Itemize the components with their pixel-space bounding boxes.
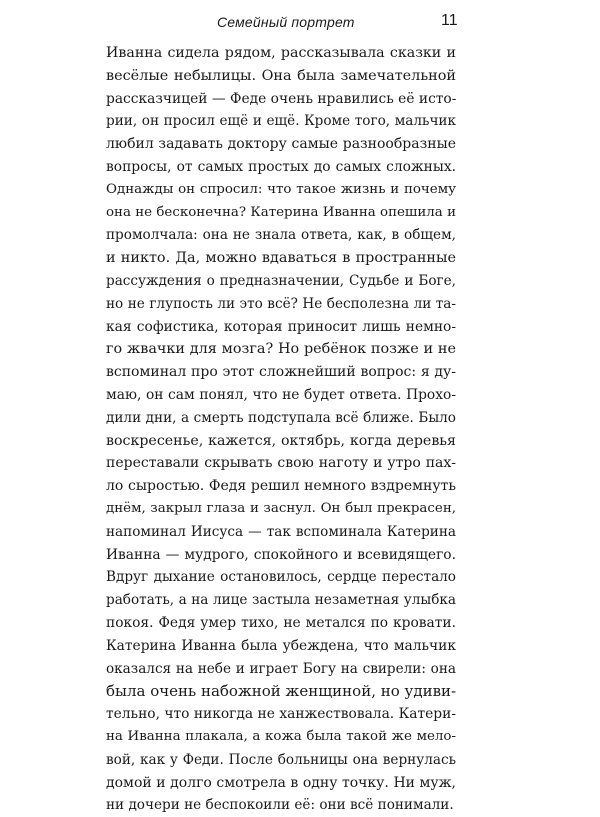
text-line: вой, как у Феди. После больницы она вернулась xyxy=(106,751,456,768)
text-line: и никто. Да, можно вдаваться в пространные xyxy=(106,250,456,267)
text-line: покоя. Федя умер тихо, не метался по кровати. xyxy=(106,614,456,631)
text-line: Иванна — мудрого, спокойного и всевидящего. xyxy=(106,546,456,563)
text-line: го жвачки для мозга? Но ребёнок позже и не xyxy=(106,341,456,358)
text-line: вспоминал про этот сложнейший вопрос: я ду- xyxy=(106,364,456,381)
text-line: тельно, что никогда не ханжествовала. Катери- xyxy=(106,706,456,723)
text-line: работать, а на лице застыла незаметная улыбка xyxy=(106,592,456,609)
text-line: оказался на небе и играет Богу на свирели: она xyxy=(106,660,456,677)
text-line: Однажды он спросил: что такое жизнь и почему xyxy=(106,181,456,197)
text-line: но не глупость ли это всё? Не бесполезна ли та- xyxy=(106,295,456,312)
body-text xyxy=(106,42,456,817)
text-line: рассказчицей — Феде очень нравились её исто- xyxy=(106,90,457,107)
text-line: рассуждения о предназначении, Судьбе и Боге, xyxy=(106,272,456,289)
text-line: промолчала: она не знала ответа, как, в общем, xyxy=(106,227,456,244)
text-line: Катерина Иванна была убеждена, что мальчик xyxy=(106,637,456,654)
text-line: кая софистика, которая приносит лишь немно- xyxy=(106,318,456,335)
text-line: вопросы, от самых простых до самых сложных. xyxy=(106,158,456,175)
text-line: Вдруг дыхание остановилось, сердце перестало xyxy=(106,569,456,586)
text-line: рии, он просил ещё и ещё. Кроме того, мальчик xyxy=(106,113,456,130)
running-title: Семейный портрет xyxy=(217,14,355,30)
text-line: весёлые небылицы. Она была замечательной xyxy=(106,67,456,84)
text-line: дили дни, а смерть подступала всё ближе. Было xyxy=(106,409,456,426)
text-line: маю, он сам понял, что не будет ответа. Прохо- xyxy=(106,386,456,403)
text-line: днём, закрыл глаза и заснул. Он был прекрасен, xyxy=(106,500,456,516)
text-line: домой и долго смотрела в одну точку. Ни муж, xyxy=(106,774,456,791)
text-line: была очень набожной женщиной, но удиви- xyxy=(106,682,457,701)
text-line: напоминал Иисуса — так вспоминала Катерина xyxy=(106,523,456,540)
text-line: ло сыростью. Федя решил немного вздремнуть xyxy=(106,478,456,495)
text-line: она не бесконечна? Катерина Иванна опешила и xyxy=(106,204,456,220)
text-line: любил задавать доктору самые разнообразные xyxy=(106,136,456,153)
text-line: ни дочери не беспокоили её: они всё понимали. xyxy=(106,797,454,814)
page-number: 11 xyxy=(441,12,458,29)
text-line: на Иванна плакала, а кожа была такой же мело- xyxy=(106,728,456,744)
text-line: переставали скрывать свою наготу и утро пах- xyxy=(106,455,456,472)
text-line: Иванна сидела рядом, рассказывала сказки и xyxy=(106,45,456,61)
text-line: воскресенье, кажется, октябрь, когда деревья xyxy=(106,432,456,449)
